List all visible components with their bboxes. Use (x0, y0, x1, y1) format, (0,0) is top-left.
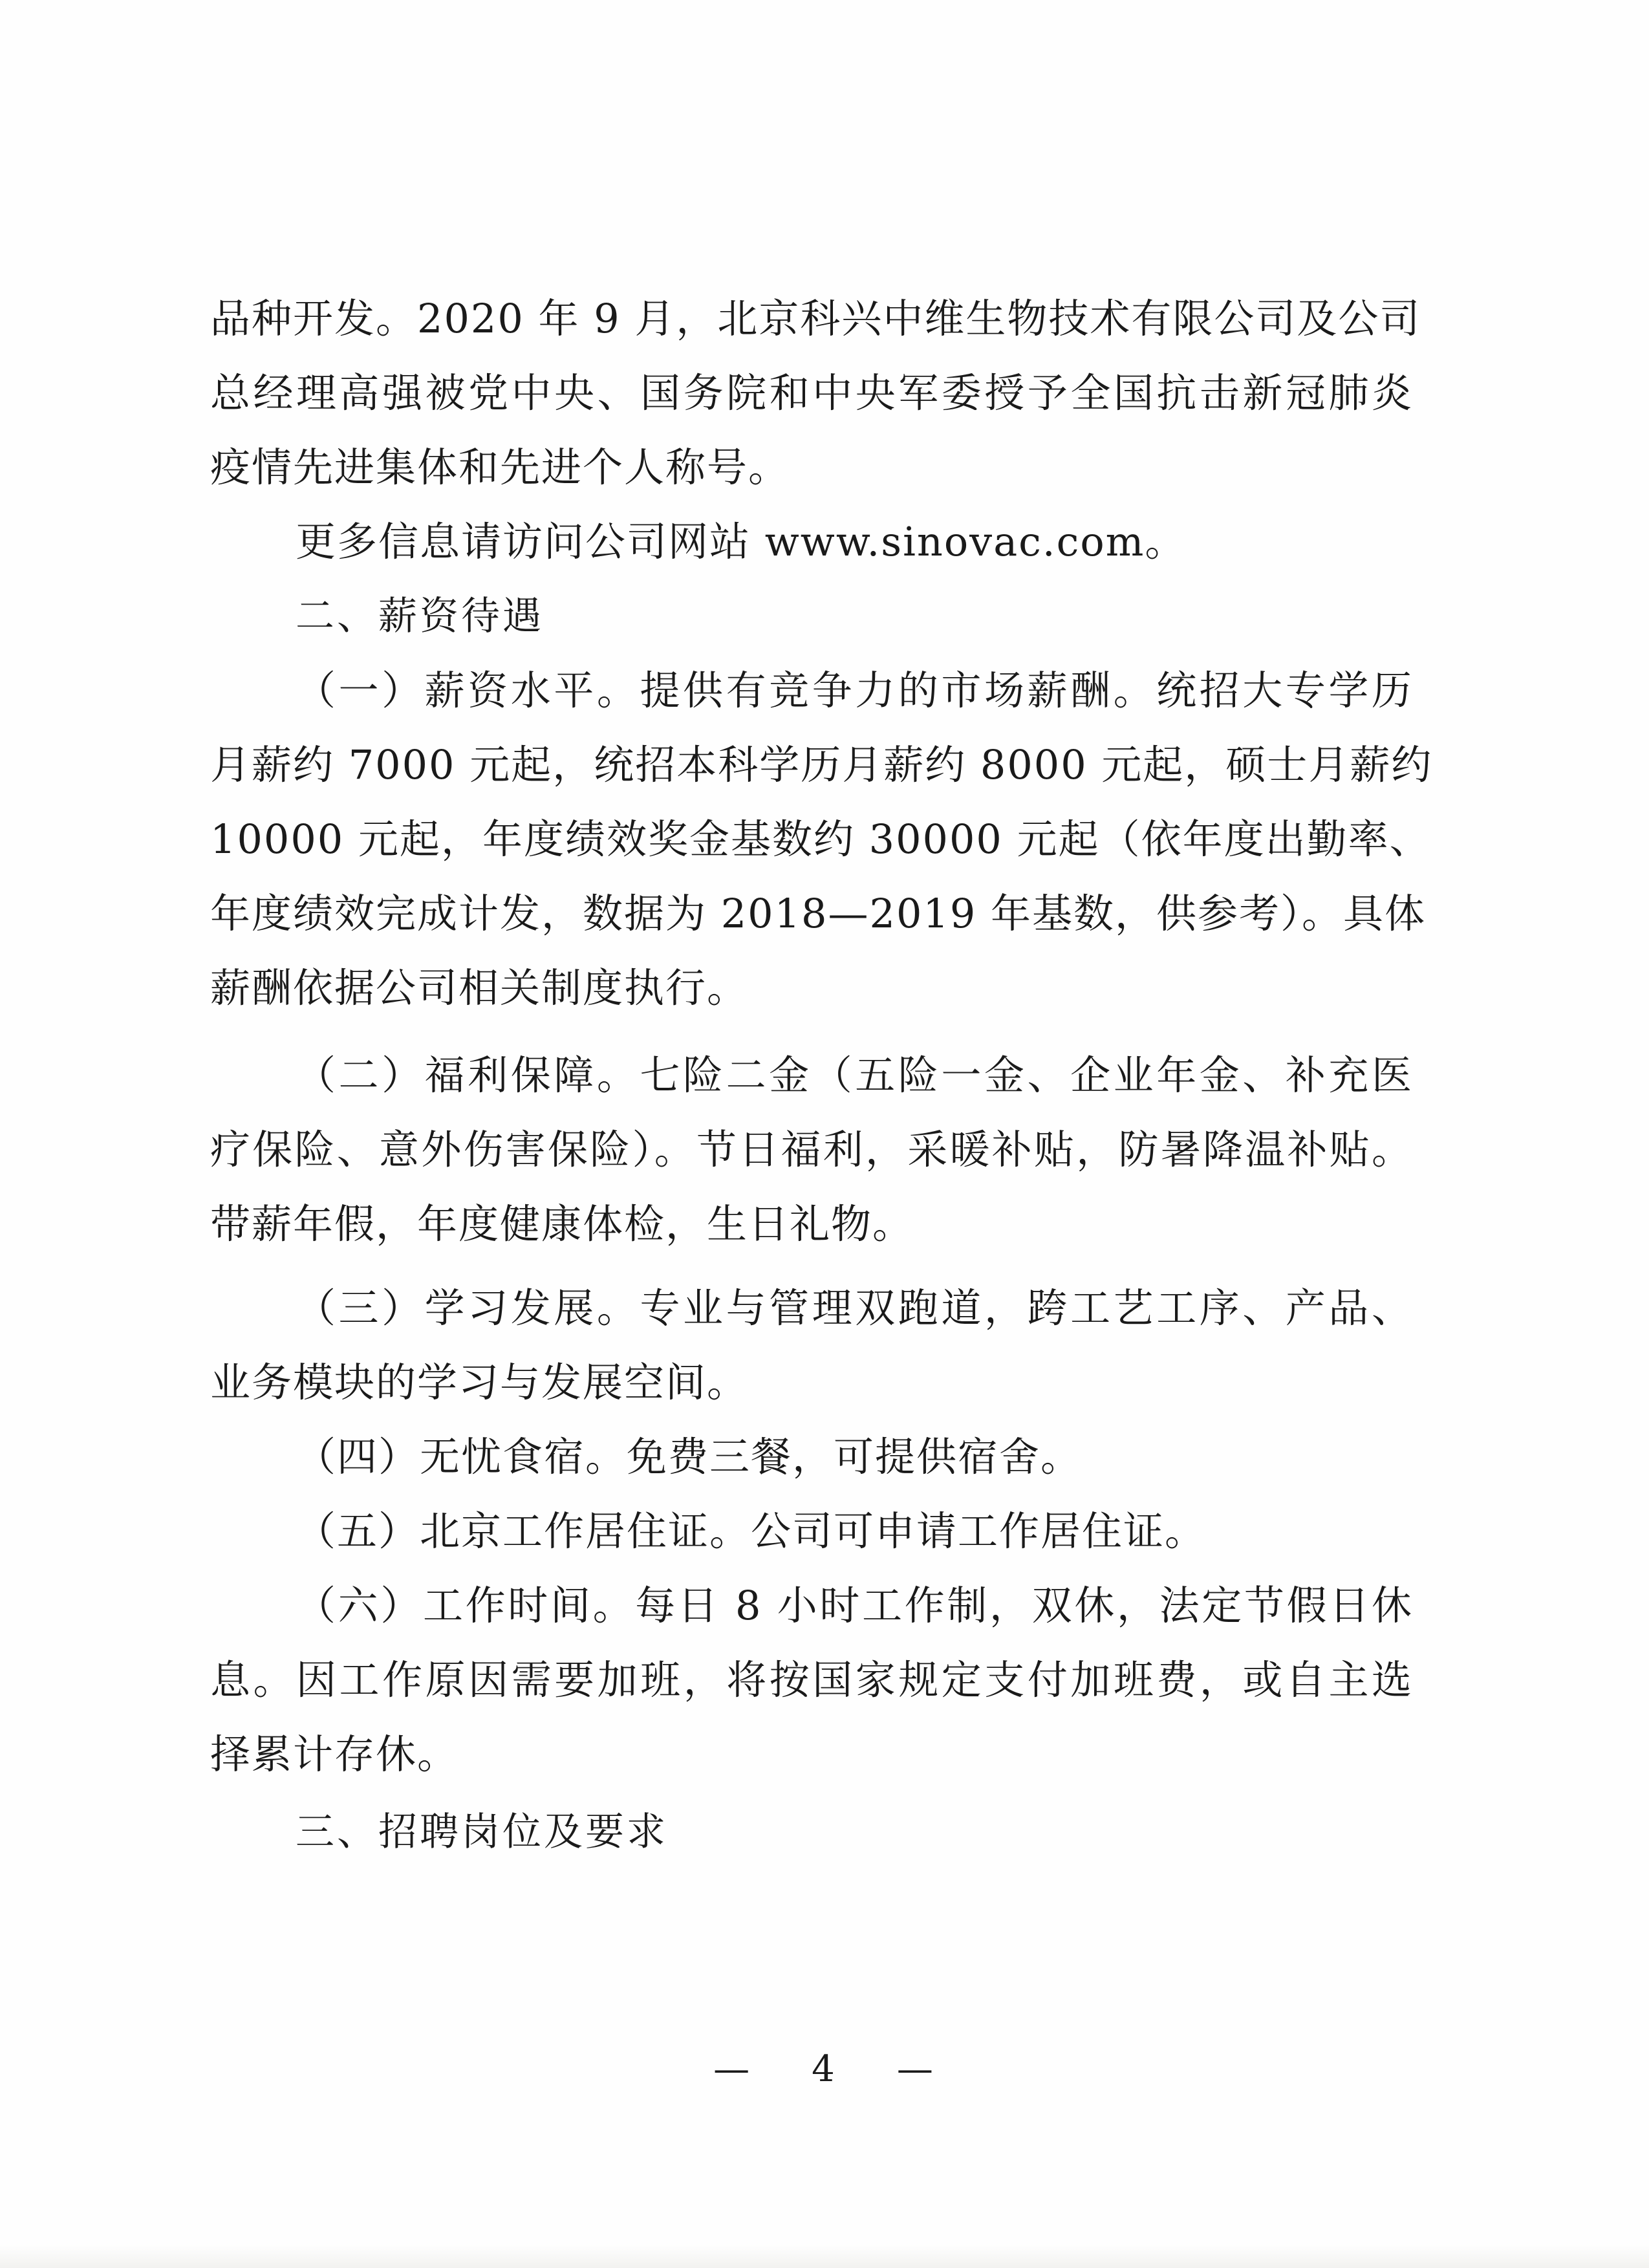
section-heading: 二、薪资待遇 (296, 594, 544, 639)
paragraph-line: 10000 元起，年度绩效奖金基数约 30000 元起（依年度出勤率、 (210, 815, 1431, 863)
paragraph-line: 年度绩效完成计发，数据为 2018—2019 年基数，供参考）。具体 (210, 890, 1426, 937)
paragraph-line: （五）北京工作居住证。公司可申请工作居住证。 (296, 1507, 1207, 1555)
paragraph-line: 薪酬依据公司相关制度执行。 (210, 964, 749, 1011)
paragraph-line: 息。因工作原因需要加班，将按国家规定支付加班费，或自主选 (210, 1656, 1413, 1703)
page-footer (0, 2037, 1649, 2102)
section-heading: 三、招聘岗位及要求 (296, 1809, 668, 1855)
page-number: 4 (812, 2048, 837, 2090)
page-number-dash-right: — (896, 2048, 936, 2090)
paragraph-line: （四）无忧食宿。免费三餐，可提供宿舍。 (296, 1433, 1083, 1480)
paragraph-line: （六）工作时间。每日 8 小时工作制，双休，法定节假日休 (296, 1582, 1413, 1629)
paragraph-line: （二）福利保障。七险二金（五险一金、企业年金、补充医 (296, 1052, 1413, 1099)
page-number-dash-left: — (713, 2048, 753, 2090)
paragraph-line: 择累计存休。 (210, 1731, 459, 1778)
paragraph-line: 总经理高强被党中央、国务院和中央军委授予全国抗击新冠肺炎 (210, 369, 1413, 416)
paragraph-line: 带薪年假，年度健康体检，生日礼物。 (210, 1200, 914, 1247)
page-bottom-edge (0, 2245, 1649, 2268)
paragraph-line: （一）薪资水平。提供有竞争力的市场薪酬。统招大专学历 (296, 667, 1413, 714)
paragraph-line: 月薪约 7000 元起，统招本科学历月薪约 8000 元起，硕士月薪约 (210, 741, 1433, 788)
paragraph-line: 疫情先进集体和先进个人称号。 (210, 444, 790, 491)
paragraph-line: 品种开发。2020 年 9 月，北京科兴中维生物技术有限公司及公司 (210, 295, 1421, 342)
paragraph-line: 疗保险、意外伤害保险）。节日福利，采暖补贴，防暑降温补贴。 (210, 1126, 1413, 1173)
paragraph-line: 更多信息请访问公司网站 www.sinovac.com。 (296, 518, 1187, 565)
paragraph-line: 业务模块的学习与发展空间。 (210, 1359, 749, 1406)
paragraph-line: （三）学习发展。专业与管理双跑道，跨工艺工序、产品、 (296, 1284, 1413, 1332)
